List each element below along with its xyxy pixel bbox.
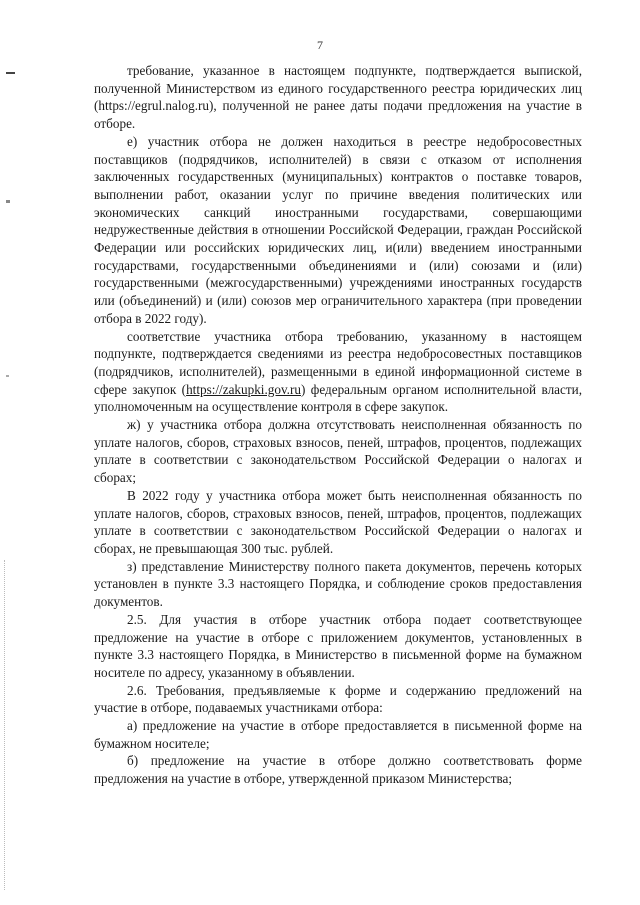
paragraph-text: е) участник отбора не должен находиться в реестре недобросовестных поставщиков (подрядчиков, исполнителей) в связи с отказом от исполнения заключенных государственных (муниципальных) контрактов о поставке товаров, выполнении работ, оказании услуг по причине введения политических или экономических санкций иностранными государствами, совершающими недружественные действия в отношении Российской Федерации, граждан Российской Федерации или российских юридических лиц, и(или) введением иностранными государствами, государственными объединениями и (или) союзами и (или) государственными (межгосударственными) учреждениями иностранных государств или (объединений) и (или) союзов мер ограничительного характера (при проведении отбора в 2022 году).: [94, 133, 582, 326]
paragraph-p3: [94, 328, 582, 417]
paragraph-text: з) представление Министерству полного пакета документов, перечень которых установлен в пункте 3.3 настоящего Порядка, и соблюдение сроков предоставления документов.: [94, 558, 582, 610]
document-body: [94, 62, 582, 788]
paragraph-text: 2.6. Требования, предъявляемые к форме и содержанию предложений на участие в отборе, подаваемых участниками отбора:: [94, 682, 582, 716]
paragraph-text: а) предложение на участие в отборе предоставляется в письменной форме на бумажном носителе;: [94, 718, 582, 751]
paragraph-p6: [94, 558, 582, 611]
paragraph-text: соответствие участника отбора требованию, указанному в настоящем подпункте, подтверждается сведениями из реестра недобросовестных поставщиков (подрядчиков, исполнителей), размещенными в единой информационной системе в сфере закупок (: [94, 328, 582, 397]
paragraph-text: ж) у участника отбора должна отсутствовать неисполненная обязанность по уплате налогов, сборов, страховых взносов, пеней, штрафов, процентов, подлежащих уплате в соответствии с законодательством Российской Федерации о налогах и сборах;: [94, 417, 582, 486]
url-link[interactable]: https://zakupki.gov.ru: [186, 381, 301, 397]
margin-mark: [6, 72, 15, 74]
paragraph-text: требование, указанное в настоящем подпункте, подтверждается выпиской, полученной Министерством из единого государственного реестра юридических лиц (https://egrul.nalog.ru), полученной не ранее даты подачи предложения на участие в отборе.: [94, 63, 582, 132]
paragraph-text: 2.5. Для участия в отборе участник отбора подает соответствующее предложение на участие в отборе с приложением документов, установленных в пункте 3.3 настоящего Порядка, в Министерство в письменной форме на бумажном носителе по адресу, указанному в объявлении.: [94, 611, 582, 680]
paragraph-p7: [94, 611, 582, 682]
paragraph-text: ) федеральным органом исполнительной власти, уполномоченным на осуществление контроля в сфере закупок.: [94, 381, 582, 415]
paragraph-p2: [94, 133, 582, 328]
paragraph-p1: [94, 62, 582, 133]
paragraph-p8: [94, 682, 582, 717]
margin-mark: [6, 200, 10, 203]
paragraph-p5: [94, 487, 582, 558]
paragraph-text: В 2022 году у участника отбора может быть неисполненная обязанность по уплате налогов, сборов, страховых взносов, пеней, штрафов, процентов, подлежащих уплате в соответствии с законодательством Российской Федерации о налогах и сборах, не превышающая 300 тыс. рублей.: [94, 487, 582, 556]
paragraph-text: б) предложение на участие в отборе должно соответствовать форме предложения на участие в отборе, утвержденной приказом Министерства;: [94, 753, 582, 787]
margin-mark: [6, 375, 9, 377]
scan-edge-artifact: [4, 560, 6, 890]
page-number: 7: [317, 38, 323, 52]
paragraph-p10: [94, 752, 582, 787]
paragraph-p4: [94, 416, 582, 487]
paragraph-p9: [94, 717, 582, 752]
